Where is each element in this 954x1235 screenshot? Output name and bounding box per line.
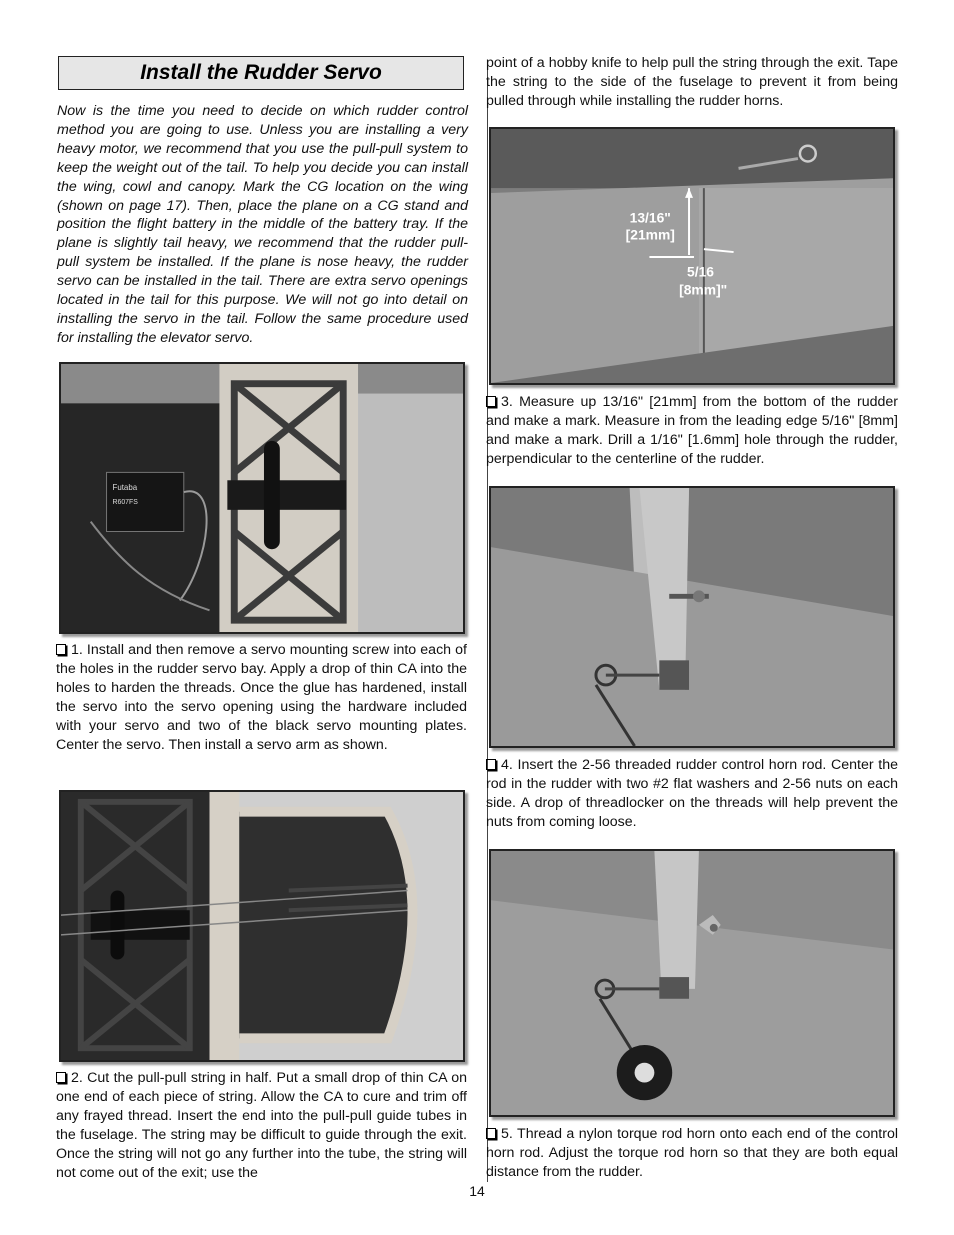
checkbox-step-5[interactable]: [486, 1128, 496, 1139]
step-3-label: 3. Measure up 13/16" [21mm] from the bottom of the rudder and make a mark. Measure in from the leading edge 5/16" [8mm] and make a mark. Drill a 1/16" [1.6mm] hole through the rudder, perpendicular to the centerline of the rudder.: [486, 394, 898, 467]
section-heading-box: [58, 56, 464, 90]
measure-in-label: 5/16: [687, 263, 715, 280]
measure-in-mm-label: [8mm]": [679, 281, 728, 298]
step-5-text: [486, 1125, 898, 1182]
checkbox-step-4[interactable]: [486, 759, 496, 770]
photo-rudder-measure: [489, 127, 895, 385]
checkbox-step-3[interactable]: [486, 396, 496, 407]
checkbox-step-2[interactable]: [56, 1072, 66, 1083]
step-1-label: 1. Install and then remove a servo mounting screw into each of the holes in the rudder servo bay. Apply a drop of thin CA into the holes to harden the threads. Once the glue has hardened, install the servo into the servo opening using the hardware included with your servo and two of the black servo mounting plates. Center the servo. Then install a servo arm as shown.: [56, 642, 467, 753]
checkbox-step-1[interactable]: [56, 644, 66, 655]
step-3-text: [486, 393, 898, 469]
photo-servo-bay: [59, 362, 465, 634]
page-number: 14: [469, 1183, 485, 1199]
step-1-text: [56, 641, 467, 754]
receiver-brand-label: Futaba: [112, 483, 138, 493]
measure-up-mm-label: [21mm]: [625, 226, 675, 243]
photo-torque-rod-horn: [489, 849, 895, 1117]
receiver-model-label: R607FS: [112, 498, 138, 506]
step-2-continued-text: point of a hobby knife to help pull the string through the exit. Tape the string to the side of the fuselage to prevent it from being pulled through while installing the rudder horns.: [486, 55, 898, 109]
section-heading: Install the Rudder Servo: [140, 61, 382, 84]
step-4-text: [486, 756, 898, 832]
measure-up-label: 13/16": [629, 209, 671, 226]
photo-control-horn-rod: [489, 486, 895, 748]
step-2-text: [56, 1069, 467, 1182]
step-4-label: 4. Insert the 2-56 threaded rudder control horn rod. Center the rod in the rudder with two #2 flat washers and 2-56 nuts on each side. A drop of threadlocker on the threads will help prevent the nuts from coming loose.: [486, 757, 898, 830]
intro-paragraph: Now is the time you need to decide on which rudder control method you are going to use. Unless you are installing a very heavy motor, we recommend that you use the pull-pull system to keep the weight out of the tail. To help you decide you can install the wing, cowl and canopy. Mark the CG location on the wing (shown on page 17). Then, place the plane on a CG stand and position the flight battery in the middle of the battery tray. If the plane is slightly tail heavy, we recommend that the rudder pull-pull system be installed. If the plane is nose heavy, the rudder servo can be installed in the tail. There are extra servo openings located in the tail for this purpose. We will not go into detail on installing the servo in the tail. Follow the same procedure used for installing the elevator servo.: [57, 103, 468, 346]
step-2-label: 2. Cut the pull-pull string in half. Put a small drop of thin CA on one end of each piece of string. Allow the CA to cure and trim off any frayed thread. Insert the end into the pull-pull guide tubes in the fuselage. The string may be difficult to guide through the exit. Once the string will not go any further into the tube, the string will not come out of the exit; use the: [56, 1070, 467, 1181]
column-divider: [487, 66, 488, 1182]
photo-guide-tubes: [59, 790, 465, 1062]
step-5-label: 5. Thread a nylon torque rod horn onto each end of the control horn rod. Adjust the torque rod horn so that they are both equal distance from the rudder.: [486, 1126, 898, 1180]
